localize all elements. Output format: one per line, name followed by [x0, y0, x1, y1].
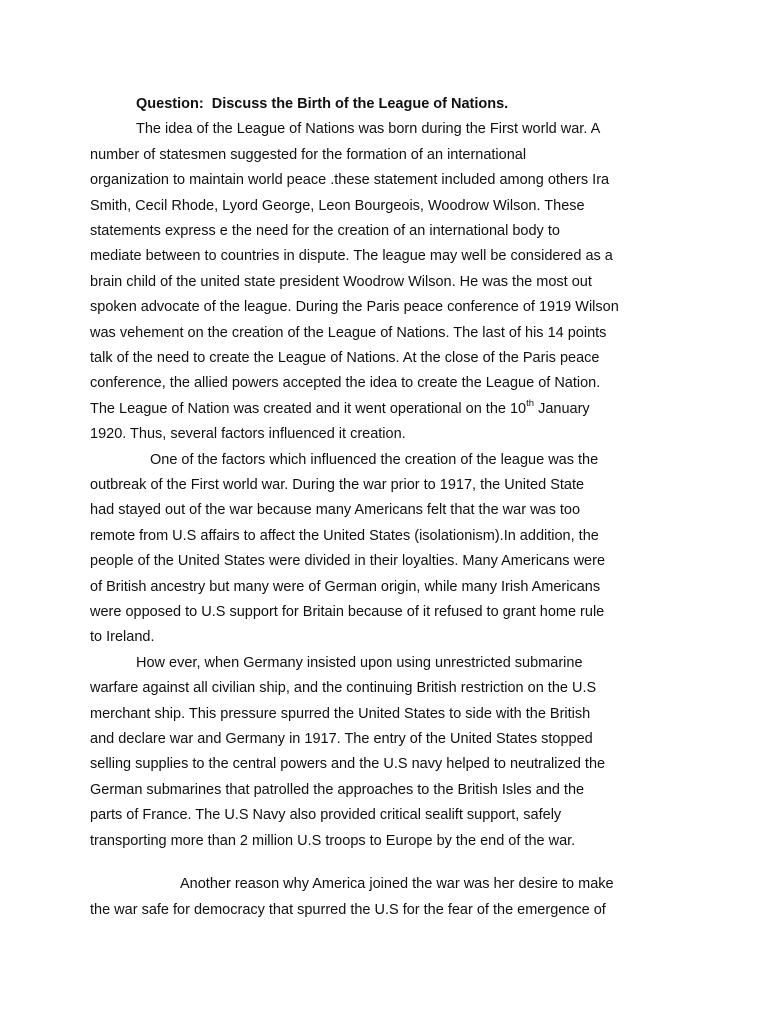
text-line: was vehement on the creation of the League of Nations. The last of his 14 points — [90, 325, 607, 341]
text-line: number of statesmen suggested for the formation of an international — [90, 147, 527, 163]
text-segment: January — [534, 401, 590, 417]
text-segment: The League of Nation was created and it went operational on the 10 — [90, 401, 527, 417]
text-line: The idea of the League of Nations was born during the First world war. A — [136, 121, 601, 137]
text-line: of British ancestry but many were of German origin, while many Irish Americans — [90, 579, 601, 595]
text-line: spoken advocate of the league. During the Paris peace conference of 1919 Wilson — [90, 299, 619, 315]
text-line: 1920. Thus, several factors influenced it creation. — [90, 426, 406, 442]
text-line: to Ireland. — [90, 629, 155, 645]
superscript: th — [526, 398, 535, 410]
text-line: selling supplies to the central powers and the U.S navy helped to neutralized the — [90, 756, 606, 772]
text-line: brain child of the united state president Woodrow Wilson. He was the most out — [90, 274, 592, 290]
text-line: outbreak of the First world war. During the war prior to 1917, the United State — [90, 477, 585, 493]
text-line: German submarines that patrolled the approaches to the British Isles and the — [90, 782, 585, 798]
text-line: statements express e the need for the creation of an international body to — [90, 223, 560, 239]
text-line: Another reason why America joined the war was her desire to make — [180, 876, 614, 892]
text-line: and declare war and Germany in 1917. The entry of the United States stopped — [90, 731, 593, 747]
text-line: organization to maintain world peace .these statement included among others Ira — [90, 172, 610, 188]
text-line: mediate between to countries in dispute. The league may well be considered as a — [90, 248, 613, 264]
text-line: had stayed out of the war because many Americans felt that the war was too — [90, 502, 581, 518]
text-line: How ever, when Germany insisted upon using unrestricted submarine — [136, 655, 583, 671]
text-line: One of the factors which influenced the creation of the league was the — [150, 452, 599, 468]
text-line: the war safe for democracy that spurred the U.S for the fear of the emergence of — [90, 902, 606, 918]
text-line-with-superscript — [90, 399, 590, 419]
text-line: conference, the allied powers accepted the idea to create the League of Nation. — [90, 375, 601, 391]
text-line: transporting more than 2 million U.S troops to Europe by the end of the war. — [90, 833, 576, 849]
text-line: Smith, Cecil Rhode, Lyord George, Leon Bourgeois, Woodrow Wilson. These — [90, 198, 585, 214]
text-line: warfare against all civilian ship, and the continuing British restriction on the U.S — [90, 680, 597, 696]
text-line: parts of France. The U.S Navy also provided critical sealift support, safely — [90, 807, 562, 823]
text-line: merchant ship. This pressure spurred the United States to side with the British — [90, 706, 591, 722]
text-line: talk of the need to create the League of Nations. At the close of the Paris peace — [90, 350, 600, 366]
text-line: remote from U.S affairs to affect the United States (isolationism).In addition, the — [90, 528, 599, 544]
text-line: were opposed to U.S support for Britain because of it refused to grant home rule — [90, 604, 605, 620]
text-line: people of the United States were divided in their loyalties. Many Americans were — [90, 553, 606, 569]
question-heading: Question: Discuss the Birth of the League of Nations. — [136, 96, 509, 112]
